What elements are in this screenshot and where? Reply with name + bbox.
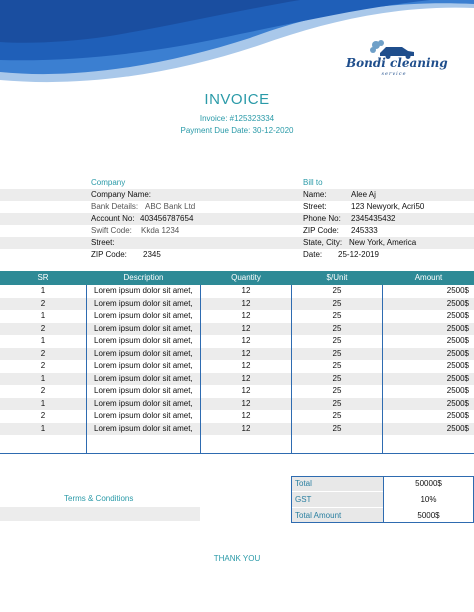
table-row: [0, 423, 474, 435]
cell-description: Lorem ipsum dolor sit amet,: [94, 348, 193, 358]
date-label: Date:: [303, 250, 323, 259]
terms-and-conditions: Terms & Conditions: [64, 494, 134, 503]
cell-sr: 2: [40, 411, 46, 420]
cell-unit-price: 25: [332, 336, 342, 345]
header-unit-price: $/Unit: [326, 273, 348, 282]
total-label: Total: [291, 476, 383, 491]
cell-quantity: 12: [241, 311, 251, 320]
bank-details-label: Bank Details:: [91, 202, 139, 211]
cell-sr: 1: [40, 286, 46, 295]
cell-sr: 2: [40, 361, 46, 370]
bill-street-value: 123 Newyork, Acri50: [351, 202, 425, 211]
column-divider: [200, 285, 201, 453]
cell-amount: 2500$: [446, 398, 469, 408]
bill-street-label: Street:: [303, 202, 327, 211]
table-row: [0, 335, 474, 347]
table-row: [0, 310, 474, 322]
table-row: [0, 410, 474, 422]
cell-description: Lorem ipsum dolor sit amet,: [94, 298, 193, 308]
cell-sr: 1: [40, 398, 46, 408]
info-row: [0, 225, 474, 237]
bill-name-value: Alee Aj: [351, 190, 376, 199]
info-row: [0, 201, 474, 213]
invoice-number: Invoice: #125323334: [199, 114, 275, 123]
cell-amount: 2500$: [446, 386, 469, 395]
invoice-title: INVOICE: [204, 91, 270, 108]
cell-sr: 2: [40, 298, 46, 308]
cell-unit-price: 25: [332, 423, 342, 433]
info-row: [0, 249, 474, 261]
terms-bar: [0, 507, 200, 521]
info-row: [0, 237, 474, 249]
cell-quantity: 12: [241, 411, 251, 420]
company-zip-label: ZIP Code:: [91, 250, 127, 259]
header-description: Description: [123, 273, 164, 282]
cell-description: Lorem ipsum dolor sit amet,: [94, 286, 193, 295]
column-divider: [382, 285, 383, 453]
cell-sr: 1: [40, 336, 46, 345]
cell-unit-price: 25: [332, 373, 342, 383]
info-row: [0, 189, 474, 201]
phone-label: Phone No:: [303, 214, 341, 223]
cell-description: Lorem ipsum dolor sit amet,: [94, 336, 193, 345]
cell-unit-price: 25: [332, 348, 342, 358]
cell-unit-price: 25: [332, 323, 342, 333]
table-row: [0, 360, 474, 372]
cell-unit-price: 25: [332, 398, 342, 408]
table-row: [0, 285, 474, 297]
cell-amount: 2500$: [446, 336, 469, 345]
account-no-label: Account No:: [91, 214, 135, 223]
gst-value: 10%: [420, 495, 437, 504]
cell-amount: 2500$: [446, 423, 469, 433]
cell-quantity: 12: [241, 323, 251, 333]
cell-amount: 2500$: [446, 286, 469, 295]
cell-unit-price: 25: [332, 298, 342, 308]
bill-zip-label: ZIP Code:: [303, 226, 339, 235]
table-row: [0, 298, 474, 310]
cell-amount: 2500$: [446, 361, 469, 370]
logo-tagline: service: [381, 71, 407, 77]
header-amount: Amount: [414, 273, 443, 282]
total-amount-label: Total Amount: [291, 508, 383, 523]
cell-unit-price: 25: [332, 411, 342, 420]
cell-sr: 2: [40, 386, 46, 395]
table-row: [0, 385, 474, 397]
cell-quantity: 12: [241, 286, 251, 295]
cell-quantity: 12: [241, 373, 251, 383]
cell-unit-price: 25: [332, 286, 342, 295]
column-divider: [291, 285, 292, 453]
bill-to-heading: Bill to: [303, 178, 323, 187]
cell-amount: 2500$: [446, 411, 469, 420]
table-bottom-border: [0, 453, 474, 454]
cell-sr: 1: [40, 423, 46, 433]
totals-box: [291, 476, 474, 522]
bank-details-value: ABC Bank Ltd: [145, 202, 196, 211]
logo-name: Bondi cleaning: [346, 56, 448, 70]
cell-unit-price: 25: [332, 386, 342, 395]
table-row: [0, 435, 474, 447]
table-header: [0, 271, 474, 285]
cell-description: Lorem ipsum dolor sit amet,: [94, 411, 193, 420]
account-no-value: 403456787654: [140, 214, 194, 223]
date-value: 25-12-2019: [338, 250, 379, 259]
cell-amount: 2500$: [446, 323, 469, 333]
company-street-label: Street:: [91, 238, 115, 247]
phone-value: 2345435432: [351, 214, 396, 223]
cell-description: Lorem ipsum dolor sit amet,: [94, 373, 193, 383]
cell-amount: 2500$: [446, 373, 469, 383]
cell-quantity: 12: [241, 386, 251, 395]
gst-label: GST: [291, 492, 383, 507]
table-row: [0, 398, 474, 410]
cell-description: Lorem ipsum dolor sit amet,: [94, 386, 193, 395]
totals-divider: [383, 476, 384, 523]
cell-quantity: 12: [241, 348, 251, 358]
thank-you-note: THANK YOU: [213, 554, 261, 563]
cell-quantity: 12: [241, 336, 251, 345]
total-amount-value: 5000$: [417, 511, 440, 520]
company-name-label: Company Name:: [91, 190, 152, 199]
state-city-label: State, City:: [303, 238, 343, 247]
swift-code-value: Kkda 1234: [141, 226, 180, 235]
state-city-value: New York, America: [349, 238, 417, 247]
cell-quantity: 12: [241, 361, 251, 370]
cell-amount: 2500$: [446, 298, 469, 308]
cell-sr: 1: [40, 311, 46, 320]
info-row: [0, 213, 474, 225]
cell-sr: 2: [40, 348, 46, 358]
cell-quantity: 12: [241, 423, 251, 433]
cell-description: Lorem ipsum dolor sit amet,: [94, 323, 193, 333]
payment-due-date: Payment Due Date: 30-12-2020: [180, 126, 294, 135]
total-value: 50000$: [415, 479, 442, 488]
cell-amount: 2500$: [446, 311, 469, 320]
cell-unit-price: 25: [332, 311, 342, 320]
company-zip-value: 2345: [143, 250, 161, 259]
header-quantity: Quantity: [231, 273, 261, 282]
table-row: [0, 323, 474, 335]
cell-unit-price: 25: [332, 361, 342, 370]
table-row: [0, 373, 474, 385]
column-divider: [86, 285, 87, 453]
cell-quantity: 12: [241, 398, 251, 408]
company-heading: Company: [91, 178, 126, 187]
bill-zip-value: 245333: [351, 226, 378, 235]
company-logo: [346, 38, 448, 90]
swift-code-label: Swift Code:: [91, 226, 132, 235]
cell-description: Lorem ipsum dolor sit amet,: [94, 361, 193, 370]
bill-name-label: Name:: [303, 190, 327, 199]
cell-description: Lorem ipsum dolor sit amet,: [94, 398, 193, 408]
table-row: [0, 348, 474, 360]
cell-sr: 2: [40, 323, 46, 333]
cell-quantity: 12: [241, 298, 251, 308]
cell-amount: 2500$: [446, 348, 469, 358]
cell-description: Lorem ipsum dolor sit amet,: [94, 311, 193, 320]
cell-description: Lorem ipsum dolor sit amet,: [94, 423, 193, 433]
cell-sr: 1: [40, 373, 46, 383]
header-sr: SR: [37, 273, 49, 282]
